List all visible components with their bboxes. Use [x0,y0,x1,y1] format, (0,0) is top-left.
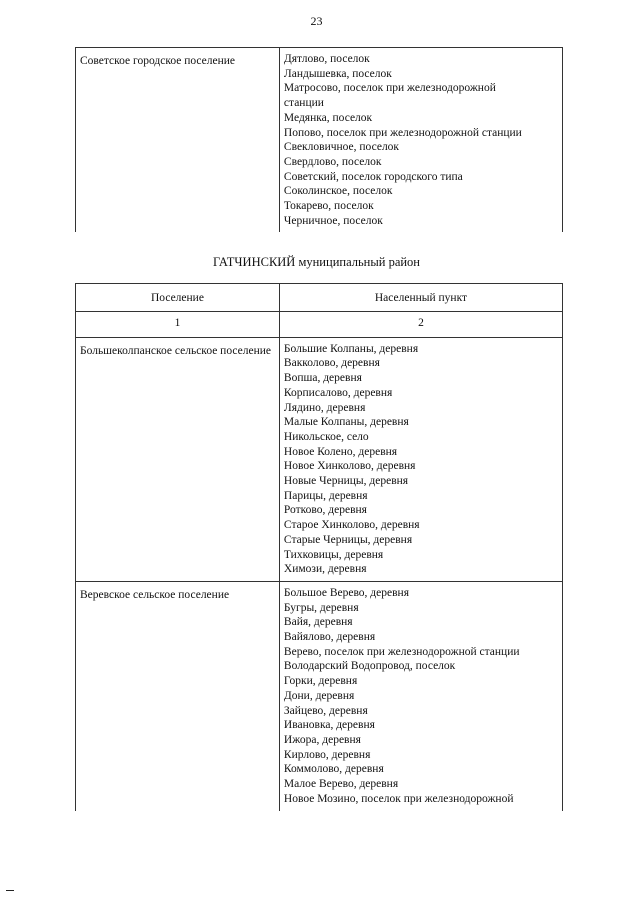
list-item: Ротково, деревня [283,504,367,517]
list-item: Кирлово, деревня [283,748,371,761]
list-item: Зайцево, деревня [283,704,368,717]
column-number-1: 1 [76,312,280,338]
list-item: Свекловичное, поселок [283,141,400,154]
settlement-name: Советское городское поселение [80,55,236,67]
list-item: Матросово, поселок при железнодорожной [283,82,496,95]
list-item: Ижора, деревня [283,733,361,746]
list-item: Горки, деревня [283,675,358,688]
list-item: Советский, поселок городского типа [283,170,463,183]
list-item: Большое Верево, деревня [283,586,409,599]
list-item: Ландышевка, поселок [283,67,392,80]
list-item: Токарево, поселок [283,200,374,213]
list-item: Химози, деревня [283,563,367,576]
places-cell [279,581,562,810]
list-item: Свердлово, поселок [283,155,382,168]
list-item: Парицы, деревня [283,489,368,502]
list-item: Вопша, деревня [283,372,362,385]
district-heading: ГАТЧИНСКИЙ муниципальный район [213,255,420,269]
list-item: Новое Хинколово, деревня [283,460,416,473]
list-item: Володарский Водопровод, поселок [283,660,456,673]
list-item: Соколинское, поселок [283,185,393,198]
list-item: Малые Колпаны, деревня [283,416,409,429]
column-header-settlement: Поселение [76,284,280,312]
margin-mark [6,890,14,891]
settlement-cell [76,581,280,810]
table-row [76,581,563,810]
page-number: 23 [310,14,323,28]
list-item: Старое Хинколово, деревня [283,519,420,532]
column-number-2: 2 [279,312,562,338]
list-item: Новое Колено, деревня [283,445,398,458]
settlement-cell [76,48,280,233]
list-item: Вакколово, деревня [283,357,380,370]
table-header-row [76,284,563,312]
list-item: Верево, поселок при железнодорожной станции [283,645,520,658]
list-item: Большие Колпаны, деревня [283,342,419,355]
places-cell [279,337,562,581]
places-cell [279,48,562,233]
list-item: Старые Черницы, деревня [283,533,413,546]
list-item: Лядино, деревня [283,401,366,414]
list-item: Тихковицы, деревня [283,548,384,561]
list-item: Дони, деревня [283,689,355,702]
list-item: Новое Мозино, поселок при железнодорожной [283,792,514,805]
list-item: Новые Черницы, деревня [283,475,409,488]
district-settlement-table [75,283,563,811]
list-item: Корписалово, деревня [283,386,393,399]
list-item: Вайялово, деревня [283,631,376,644]
list-item: Коммолово, деревня [283,763,384,776]
column-header-locality: Населенный пункт [279,284,562,312]
list-item: Никольское, село [283,430,369,443]
list-item: Черничное, поселок [283,214,383,227]
list-item: станции [283,97,324,110]
settlement-name: Веревское сельское поселение [80,588,230,601]
table-row [76,337,563,581]
column-number-row [76,312,563,338]
list-item: Дятлово, поселок [283,53,370,65]
list-item: Медянка, поселок [283,111,373,124]
table-row [76,48,563,233]
list-item: Бугры, деревня [283,601,359,614]
list-item: Вайя, деревня [283,616,353,629]
list-item: Малое Верево, деревня [283,778,399,791]
list-item: Ивановка, деревня [283,719,375,732]
top-settlement-table [75,47,563,232]
settlement-cell [76,337,280,581]
list-item: Попово, поселок при железнодорожной станции [283,126,522,139]
settlement-name: Большеколпанское сельское поселение [80,344,271,357]
